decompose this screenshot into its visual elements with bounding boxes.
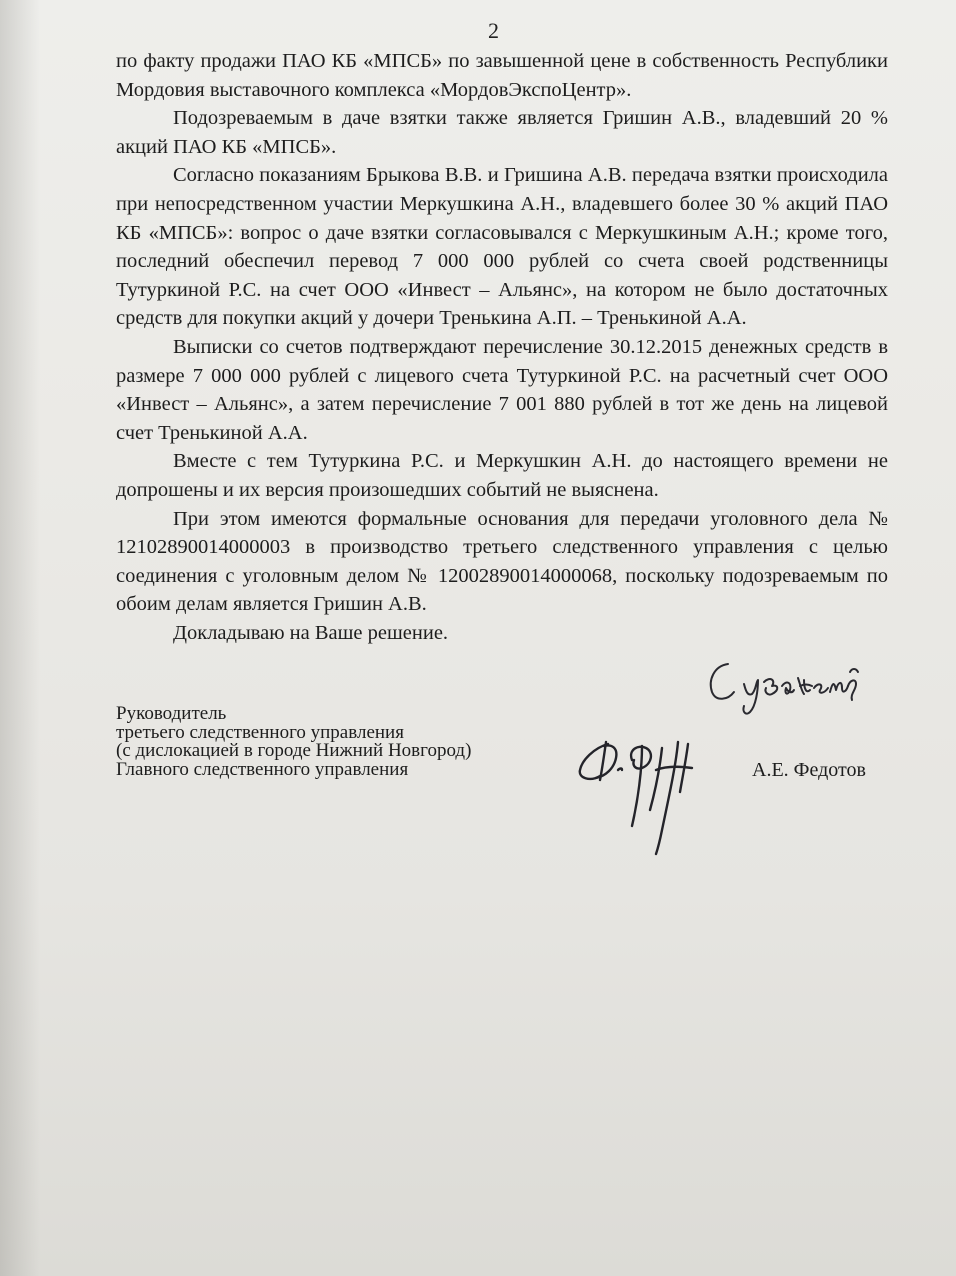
- paragraph-2: Подозреваемым в даче взятки также является Гришин А.В., владевший 20 % акций ПАО КБ «МПСБ».: [116, 107, 888, 158]
- page-shadow: [0, 0, 40, 1276]
- paragraph-4: Выписки со счетов подтверждают перечисление 30.12.2015 денежных средств в размере 7 000 000 рублей с лицевого счета Тутуркиной Р.С. на расчетный счет ООО «Инвест – Альянс», а затем перечисление 7 001 880 рублей в тот же день на лицевой счет Тренькиной А.А.: [116, 335, 888, 444]
- signer-name: А.Е. Федотов: [752, 759, 866, 781]
- paragraph-7: Докладываю на Ваше решение.: [173, 621, 449, 644]
- document-body: [116, 47, 888, 647]
- paragraph-3: Согласно показаниям Брыкова В.В. и Гришина А.В. передача взятки происходила при непосредственном участии Меркушкина А.Н., владевшего более 30 % акций ПАО КБ «МПСБ»: вопрос о даче взятки согласовывался с Меркушкиным А.Н.; кроме того, последний обеспечил перевод 7 000 000 рублей со счета своей родственницы Тутуркиной Р.С. на счет ООО «Инвест – Альянс», на котором не было достаточных средств для покупки акций у дочери Тренькина А.П. – Тренькиной А.А.: [116, 164, 888, 330]
- paragraph-1: по факту продажи ПАО КБ «МПСБ» по завышенной цене в собственность Республики Мордовия выставочного комплекса «МордовЭкспоЦентр».: [116, 50, 888, 101]
- handwritten-greeting: [700, 650, 870, 720]
- signer-title-line-3: (с дислокацией в городе Нижний Новгород): [116, 740, 472, 761]
- page-number: 2: [488, 18, 499, 43]
- signer-title-line-1: Руководитель: [116, 703, 227, 724]
- handwritten-signature: [570, 730, 730, 860]
- signature-block: [116, 705, 471, 779]
- paragraph-5: Вместе с тем Тутуркина Р.С. и Меркушкин А.Н. до настоящего времени не допрошены и их версия произошедших событий не выяснена.: [116, 450, 888, 501]
- paragraph-6: При этом имеются формальные основания для передачи уголовного дела № 12102890014000003 в производство третьего следственного управления с целью соединения с уголовным делом № 12002890014000068, поскольку подозреваемым по обоим делам является Гришин А.В.: [116, 507, 888, 616]
- signer-title-line-4: Главного следственного управления: [116, 758, 409, 780]
- signer-title-line-2: третьего следственного управления: [116, 721, 404, 743]
